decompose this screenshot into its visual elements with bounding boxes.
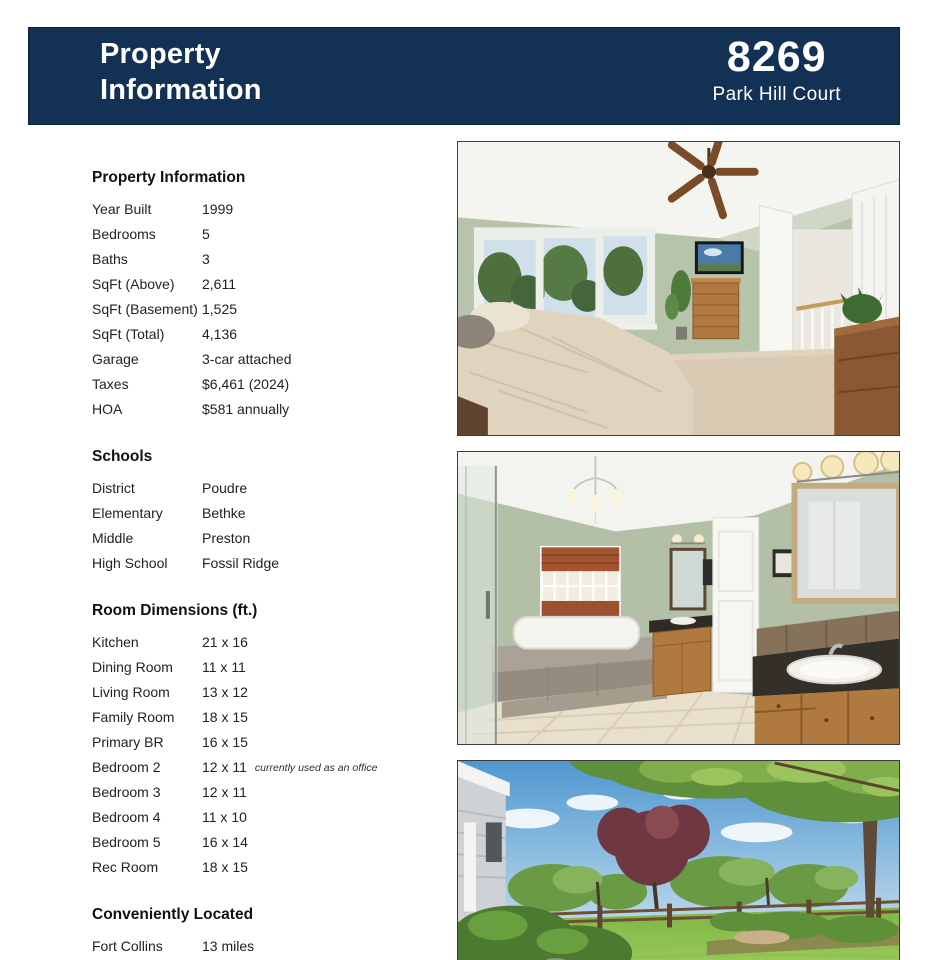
data-row xyxy=(92,754,460,779)
row-value: $6,461 (2024) xyxy=(202,375,290,392)
schools-heading: Schools xyxy=(92,448,153,465)
row-value: 18 x 15 xyxy=(202,858,248,875)
row-label: High School xyxy=(92,554,168,571)
row-label: Family Room xyxy=(92,708,175,725)
data-row xyxy=(92,804,460,829)
row-label: Primary BR xyxy=(92,733,164,750)
row-label: SqFt (Basement) xyxy=(92,300,198,317)
data-row xyxy=(92,550,460,575)
row-value: 3-car attached xyxy=(202,350,292,367)
row-value: 12 x 11 xyxy=(202,758,247,775)
bathroom-illustration xyxy=(458,452,899,744)
row-value: Poudre xyxy=(202,479,248,496)
row-value: $581 annually xyxy=(202,400,290,417)
data-row xyxy=(92,829,460,854)
row-label: Bedroom 3 xyxy=(92,783,161,800)
section-property-info xyxy=(92,168,460,421)
data-row xyxy=(92,271,460,296)
data-row xyxy=(92,475,460,500)
row-value: Fossil Ridge xyxy=(202,554,280,571)
row-label: Middle xyxy=(92,529,134,546)
photo-primary-bedroom xyxy=(457,141,900,436)
data-row xyxy=(92,779,460,804)
row-value: 3 xyxy=(202,250,210,267)
details-column xyxy=(92,160,460,958)
row-label: HOA xyxy=(92,400,123,417)
row-value: 16 x 15 xyxy=(202,733,248,750)
photo-primary-bathroom xyxy=(457,451,900,745)
section-schools xyxy=(92,447,460,575)
flyer-title-line1: Property xyxy=(100,38,221,70)
address-number: 8269 xyxy=(726,33,827,81)
room-dimensions-rows xyxy=(92,629,460,879)
row-value: 11 x 10 xyxy=(202,808,247,825)
row-value: 16 x 14 xyxy=(202,833,248,850)
data-row xyxy=(92,729,460,754)
row-label: Bedrooms xyxy=(92,225,156,242)
row-value: 1999 xyxy=(202,200,234,217)
row-value: 12 x 11 xyxy=(202,783,247,800)
data-row xyxy=(92,629,460,654)
property-address xyxy=(713,33,841,107)
row-label: Bedroom 2 xyxy=(92,758,161,775)
flyer-title-line2: Information xyxy=(100,74,262,106)
row-value: Preston xyxy=(202,529,251,546)
row-label: Rec Room xyxy=(92,858,159,875)
row-label: Garage xyxy=(92,350,139,367)
conveniently-located-rows xyxy=(92,933,460,958)
row-value: Bethke xyxy=(202,504,246,521)
row-value: 18 x 15 xyxy=(202,708,248,725)
row-label: Kitchen xyxy=(92,633,139,650)
data-row xyxy=(92,371,460,396)
property-info-heading: Property Information xyxy=(92,169,246,186)
row-label: Bedroom 5 xyxy=(92,833,161,850)
section-room-dimensions xyxy=(92,601,460,879)
data-row xyxy=(92,679,460,704)
row-note: currently used as an office xyxy=(254,761,378,774)
row-value: 5 xyxy=(202,225,210,242)
data-row xyxy=(92,346,460,371)
row-label: SqFt (Total) xyxy=(92,325,165,342)
data-row xyxy=(92,654,460,679)
conveniently-located-heading: Conveniently Located xyxy=(92,906,254,923)
row-label: Taxes xyxy=(92,375,129,392)
row-value: 4,136 xyxy=(202,325,238,342)
schools-rows xyxy=(92,475,460,575)
row-label: Living Room xyxy=(92,683,170,700)
row-label: Year Built xyxy=(92,200,152,217)
data-row xyxy=(92,196,460,221)
row-value: 1,525 xyxy=(202,300,238,317)
row-value: 13 miles xyxy=(202,937,255,954)
photo-backyard xyxy=(457,760,900,960)
row-value: 13 x 12 xyxy=(202,683,248,700)
data-row xyxy=(92,854,460,879)
row-label: SqFt (Above) xyxy=(92,275,175,292)
header-band xyxy=(28,27,900,125)
room-dimensions-heading: Room Dimensions (ft.) xyxy=(92,602,258,619)
row-label: Fort Collins xyxy=(92,937,163,954)
data-row xyxy=(92,321,460,346)
row-value: 21 x 16 xyxy=(202,633,248,650)
row-label: Elementary xyxy=(92,504,163,521)
row-label: District xyxy=(92,479,135,496)
data-row xyxy=(92,246,460,271)
backyard-illustration xyxy=(458,761,899,960)
address-street: Park Hill Court xyxy=(712,84,841,105)
row-label: Bedroom 4 xyxy=(92,808,161,825)
bedroom-illustration xyxy=(458,142,899,435)
row-value: 2,611 xyxy=(202,275,236,292)
row-label: Dining Room xyxy=(92,658,173,675)
property-info-rows xyxy=(92,196,460,421)
data-row xyxy=(92,525,460,550)
row-label: Baths xyxy=(92,250,128,267)
data-row xyxy=(92,704,460,729)
data-row xyxy=(92,296,460,321)
data-row xyxy=(92,396,460,421)
data-row xyxy=(92,221,460,246)
data-row xyxy=(92,933,460,958)
flyer-title xyxy=(100,36,262,108)
data-row xyxy=(92,500,460,525)
section-conveniently-located xyxy=(92,905,460,958)
row-value: 11 x 11 xyxy=(202,658,246,675)
